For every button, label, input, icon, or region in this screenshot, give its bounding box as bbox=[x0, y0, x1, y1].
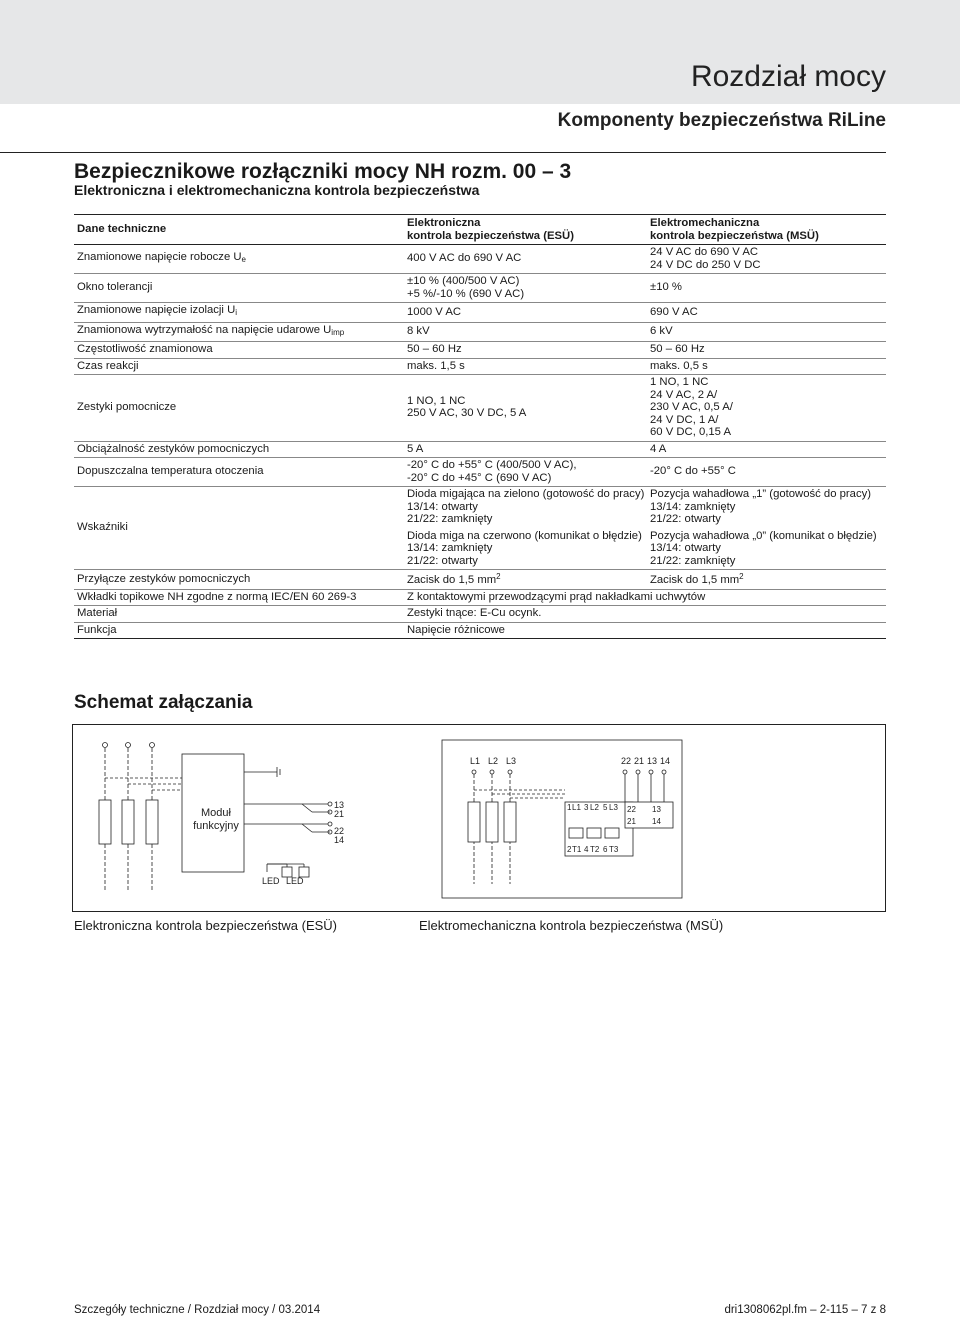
row-label: Częstotliwość znamionowa bbox=[77, 343, 213, 355]
esu-value: 1 NO, 1 NC 250 V AC, 30 V DC, 5 A bbox=[407, 394, 527, 420]
svg-text:L2: L2 bbox=[590, 803, 599, 812]
svg-text:13: 13 bbox=[652, 805, 661, 814]
row-label: Znamionowe napięcie izolacji $U_i$ bbox=[77, 304, 238, 317]
tech-data-table bbox=[74, 214, 886, 639]
module-label: Moduł bbox=[201, 807, 231, 819]
row-label: Materiał bbox=[77, 607, 118, 619]
svg-text:21: 21 bbox=[627, 817, 636, 826]
msu-value: 6 kV bbox=[650, 325, 673, 337]
esu-value: -20° C do +55° C (400/500 V AC), -20° C do +45° C (690 V AC) bbox=[407, 459, 577, 484]
msu-value: 690 V AC bbox=[650, 305, 698, 318]
row-label: Okno tolerancji bbox=[77, 281, 153, 294]
terminal-label: 13 bbox=[647, 756, 658, 766]
module-label: funkcyjny bbox=[193, 820, 239, 832]
terminal-label: 22 bbox=[621, 756, 632, 766]
led-label: LED bbox=[286, 876, 304, 886]
svg-text:2: 2 bbox=[567, 845, 572, 854]
esu-value: 400 V AC do 690 V AC bbox=[407, 252, 522, 265]
table-row bbox=[74, 245, 886, 274]
fuse-icon bbox=[486, 802, 498, 842]
row-label: Znamionowe napięcie robocze $U_e$ bbox=[77, 250, 246, 264]
msu-value: -20° C do +55° C bbox=[650, 465, 736, 478]
svg-text:4: 4 bbox=[584, 845, 589, 854]
phase-label: L1 bbox=[470, 756, 481, 766]
terminal-label: 21 bbox=[634, 756, 645, 766]
schematic-title: Schemat załączania bbox=[74, 692, 253, 713]
svg-text:T3: T3 bbox=[609, 845, 619, 854]
shared-value: Napięcie różnicowe bbox=[407, 623, 505, 636]
svg-text:L1: L1 bbox=[572, 803, 581, 812]
row-label: Funkcja bbox=[77, 623, 117, 636]
table-row bbox=[74, 342, 886, 359]
terminal-label: 22 bbox=[334, 826, 345, 836]
footer-right: dri1308062pl.fm – 2-115 – 7 z 8 bbox=[724, 1304, 886, 1316]
esu-value: Dioda migająca na zielono (gotowość do pracy) 13/14: otwarty 21/22: zamknięty Dioda miga na czerwono (komunikat o błędzie) 13/14: zamknięty 21/22: otwarty bbox=[407, 488, 645, 567]
header-rule bbox=[0, 152, 886, 153]
msu-value: maks. 0,5 s bbox=[650, 359, 708, 372]
led-label: LED bbox=[262, 876, 280, 886]
table-row bbox=[74, 322, 886, 342]
svg-text:L3: L3 bbox=[609, 803, 618, 812]
esu-caption: Elektroniczna kontrola bezpieczeństwa (ESÜ) bbox=[74, 918, 338, 933]
row-label: Wkładki topikowe NH zgodne z normą IEC/EN 60 269-3 bbox=[77, 590, 357, 603]
page-title: Bezpiecznikowe rozłączniki mocy NH rozm. 00 – 3 bbox=[74, 160, 572, 183]
header-msu: Elektromechaniczna kontrola bezpieczeństwa (MSÜ) bbox=[647, 215, 886, 245]
table-header-row bbox=[74, 215, 886, 245]
svg-text:6: 6 bbox=[603, 845, 608, 854]
shared-value: Zestyki tnące: E-Cu ocynk. bbox=[407, 607, 542, 619]
table-row bbox=[74, 487, 886, 570]
table-row bbox=[74, 606, 886, 623]
terminal-label: 14 bbox=[660, 756, 671, 766]
fuse-icon bbox=[468, 802, 480, 842]
phase-label: L3 bbox=[506, 756, 517, 766]
header-tech-data: Dane techniczne bbox=[74, 215, 404, 245]
fuse-icon bbox=[99, 800, 111, 844]
svg-text:5: 5 bbox=[603, 803, 608, 812]
table-row bbox=[74, 274, 886, 303]
table-row bbox=[74, 622, 886, 639]
shared-value: Z kontaktowymi przewodzącymi prąd nakładkami uchwytów bbox=[407, 590, 706, 603]
msu-value: 50 – 60 Hz bbox=[650, 343, 705, 355]
svg-text:22: 22 bbox=[627, 805, 636, 814]
msu-value: 4 A bbox=[650, 442, 667, 455]
msu-value: Pozycja wahadłowa „1” (gotowość do pracy) 13/14: zamknięty 21/22: otwarty Pozycja wahadłowa „0” (komunikat o błędzie) 13/14: otwarty 21/22: zamknięty bbox=[650, 488, 877, 567]
page-subtitle: Elektroniczna i elektromechaniczna kontrola bezpieczeństwa bbox=[74, 182, 480, 198]
coil-icon bbox=[569, 828, 583, 838]
esu-value: 5 A bbox=[407, 442, 424, 455]
svg-text:3: 3 bbox=[584, 803, 589, 812]
subsection-title: Komponenty bezpieczeństwa RiLine bbox=[557, 110, 886, 131]
footer-left: Szczegóły techniczne / Rozdział mocy / 03.2014 bbox=[74, 1304, 321, 1316]
fuse-icon bbox=[146, 800, 158, 844]
msu-diagram bbox=[442, 740, 682, 898]
fuse-icon bbox=[122, 800, 134, 844]
table-row bbox=[74, 375, 886, 442]
msu-value: 24 V AC do 690 V AC 24 V DC do 250 V DC bbox=[650, 246, 761, 271]
terminal-icon bbox=[103, 743, 108, 748]
row-label: Dopuszczalna temperatura otoczenia bbox=[77, 465, 264, 478]
terminal-label: 21 bbox=[334, 809, 345, 819]
row-label: Czas reakcji bbox=[77, 359, 139, 372]
svg-text:1: 1 bbox=[567, 803, 572, 812]
table-row bbox=[74, 458, 886, 487]
coil-icon bbox=[605, 828, 619, 838]
phase-label: L2 bbox=[488, 756, 499, 766]
esu-value: ±10 % (400/500 V AC) +5 %/-10 % (690 V AC) bbox=[407, 275, 525, 300]
terminal-icon bbox=[126, 743, 131, 748]
terminal-label: 14 bbox=[334, 835, 345, 845]
msu-value: Zacisk do 1,5 $mm^2$ bbox=[650, 572, 744, 586]
msu-caption: Elektromechaniczna kontrola bezpieczeństwa (MSÜ) bbox=[419, 918, 724, 933]
svg-text:14: 14 bbox=[652, 817, 661, 826]
table-row bbox=[74, 570, 886, 590]
esu-value: 1000 V AC bbox=[407, 305, 462, 318]
msu-value: 1 NO, 1 NC 24 V AC, 2 A/ 230 V AC, 0,5 A/ 24 V DC, 1 A/ 60 V DC, 0,15 A bbox=[650, 376, 733, 438]
svg-text:T1: T1 bbox=[572, 845, 582, 854]
row-label: Zestyki pomocnicze bbox=[77, 401, 177, 413]
table-row bbox=[74, 441, 886, 458]
esu-value: 50 – 60 Hz bbox=[407, 343, 462, 355]
section-title: Rozdział mocy bbox=[690, 60, 886, 93]
table-row bbox=[74, 303, 886, 323]
fuse-icon bbox=[504, 802, 516, 842]
terminal-label: 13 bbox=[334, 800, 345, 810]
esu-value: 8 kV bbox=[407, 325, 430, 337]
esu-diagram bbox=[99, 743, 344, 893]
esu-value: Zacisk do 1,5 $mm^2$ bbox=[407, 572, 501, 586]
row-label: Wskaźniki bbox=[77, 521, 128, 534]
coil-icon bbox=[587, 828, 601, 838]
svg-text:T2: T2 bbox=[590, 845, 600, 854]
table-row bbox=[74, 358, 886, 375]
terminal-icon bbox=[150, 743, 155, 748]
table-row bbox=[74, 589, 886, 606]
msu-value: ±10 % bbox=[650, 281, 682, 294]
row-label: Obciążalność zestyków pomocniczych bbox=[77, 442, 270, 455]
header-esu: Elektroniczna kontrola bezpieczeństwa (ESÜ) bbox=[404, 215, 647, 245]
esu-value: maks. 1,5 s bbox=[407, 359, 465, 372]
row-label: Znamionowa wytrzymałość na napięcie udarowe $U_{imp}$ bbox=[77, 323, 345, 337]
row-label: Przyłącze zestyków pomocniczych bbox=[77, 572, 251, 585]
wiring-diagram bbox=[72, 724, 886, 912]
